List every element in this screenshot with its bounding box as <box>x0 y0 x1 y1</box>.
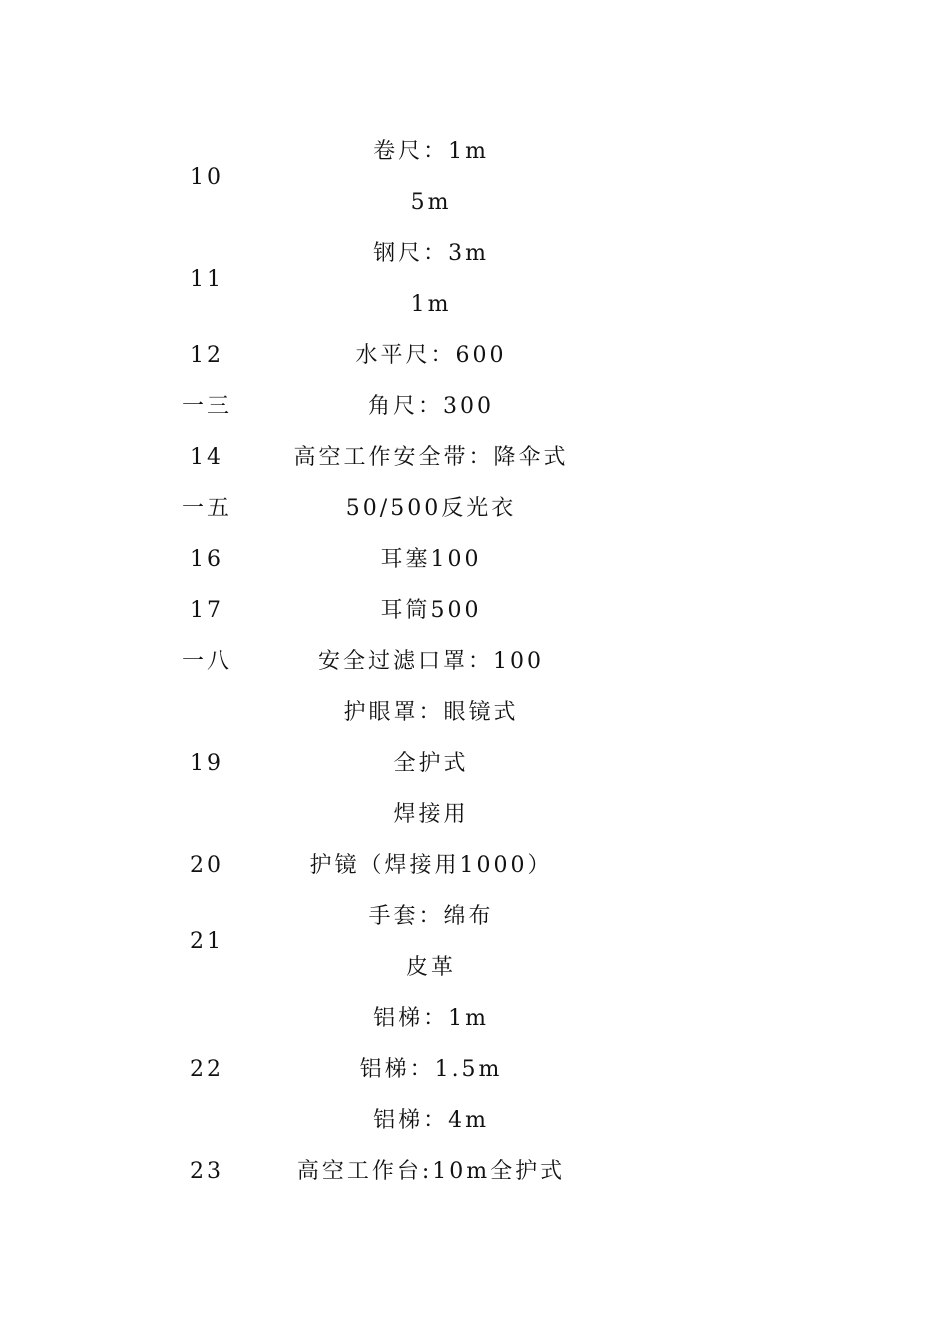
item-text: 耳塞100 <box>380 547 482 572</box>
row-number: 10 <box>190 165 224 190</box>
row-number: 一八 <box>181 649 233 674</box>
item-text: 全护式 <box>393 751 469 776</box>
row-number: 11 <box>190 267 224 292</box>
row-number: 23 <box>190 1159 224 1184</box>
item-text: 高空工作台:10m全护式 <box>296 1159 566 1184</box>
row-number: 19 <box>190 751 224 776</box>
item-text: 护镜（焊接用1000） <box>309 853 553 878</box>
item-text: 焊接用 <box>393 802 469 827</box>
row-number: 12 <box>190 343 224 368</box>
item-text: 铝梯：1.5m <box>359 1057 503 1082</box>
item-text: 卷尺：1m <box>373 139 489 164</box>
item-text: 角尺：300 <box>368 394 494 419</box>
item-text: 铝梯：4m <box>373 1108 489 1133</box>
item-text: 5m <box>410 190 452 215</box>
item-text: 护眼罩：眼镜式 <box>343 700 519 725</box>
row-number: 一五 <box>181 496 233 521</box>
row-number: 22 <box>190 1057 224 1082</box>
row-number: 20 <box>190 853 224 878</box>
item-text: 水平尺：600 <box>355 343 507 368</box>
row-number: 16 <box>190 547 224 572</box>
item-text: 皮革 <box>405 955 457 980</box>
item-text: 50/500反光衣 <box>345 496 517 521</box>
item-text: 耳筒500 <box>380 598 482 623</box>
item-text: 手套：绵布 <box>368 904 494 929</box>
item-text: 铝梯：1m <box>373 1006 489 1031</box>
item-text: 高空工作安全带：降伞式 <box>293 445 569 470</box>
row-number: 21 <box>190 929 224 954</box>
row-number: 17 <box>190 598 224 623</box>
item-text: 安全过滤口罩：100 <box>318 649 544 674</box>
row-number: 14 <box>190 445 224 470</box>
item-text: 钢尺：3m <box>373 241 489 266</box>
item-text: 1m <box>410 292 452 317</box>
row-number: 一三 <box>181 394 233 419</box>
